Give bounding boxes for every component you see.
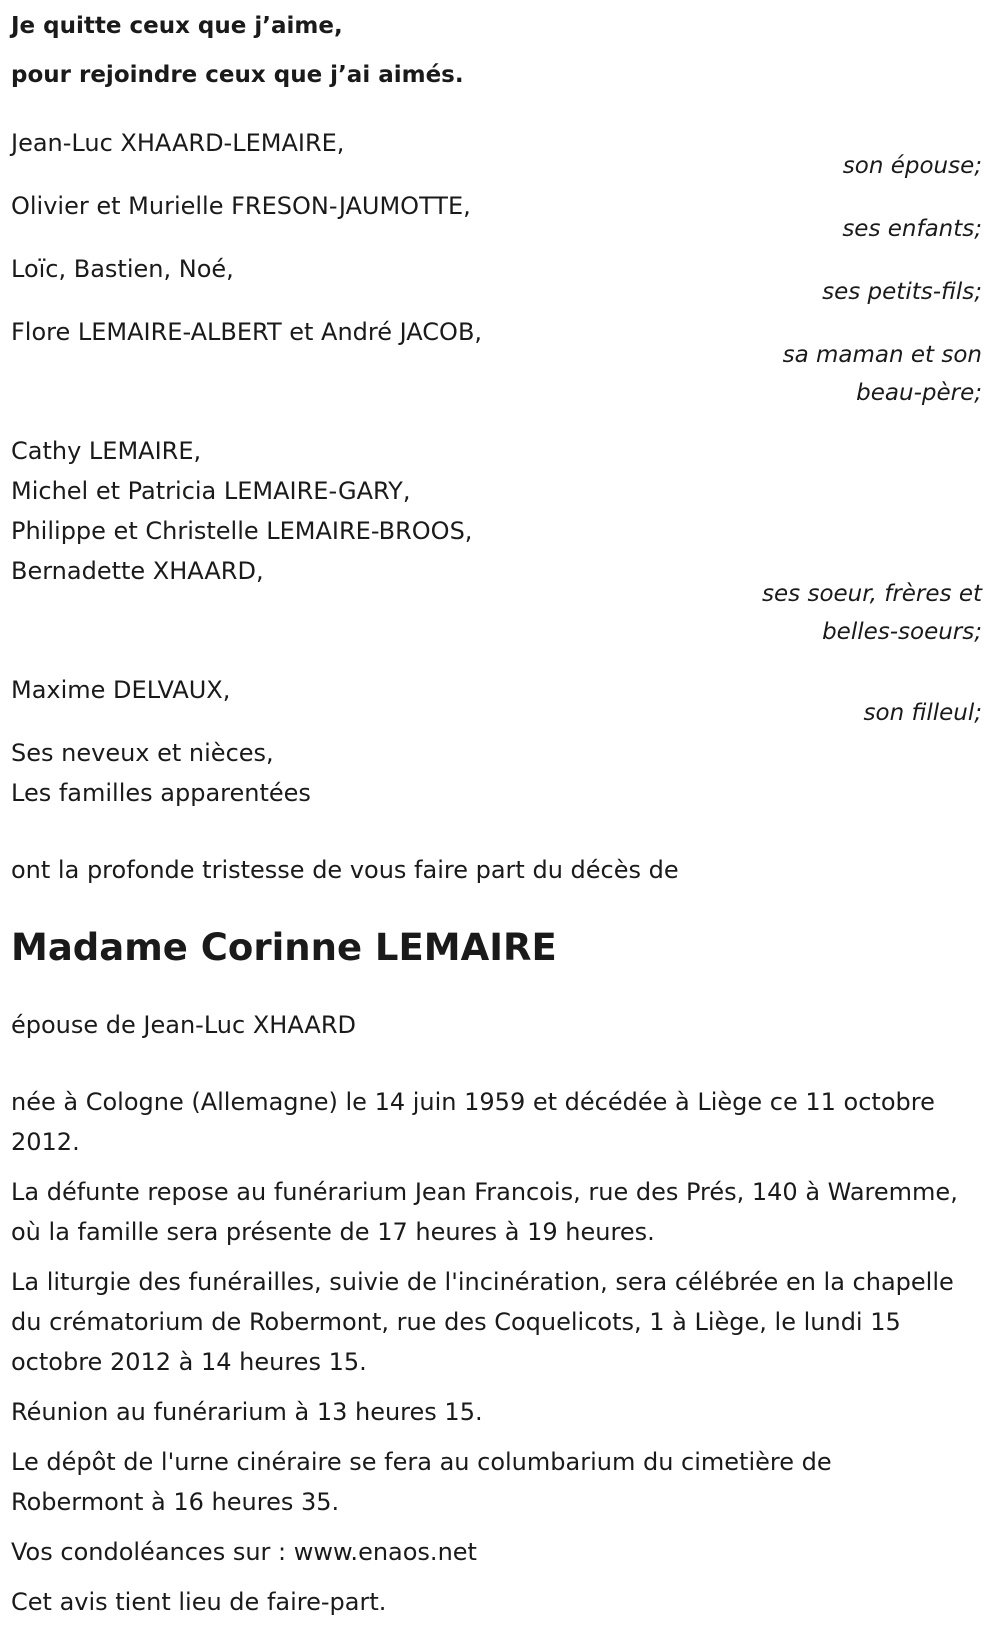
spouse-line: épouse de Jean-Luc XHAARD (11, 1011, 356, 1039)
family-relation: ses soeur, frères et (762, 581, 982, 607)
family-name: Olivier et Murielle FRESON-JAUMOTTE, (11, 192, 471, 220)
family-name: Loïc, Bastien, Noé, (11, 255, 234, 283)
family-relation: sa maman et son (782, 342, 982, 368)
family-name: Jean-Luc XHAARD-LEMAIRE, (11, 129, 345, 157)
family-group (11, 123, 991, 186)
family-name: Les familles apparentées (11, 779, 311, 807)
family-relation: ses petits-fils; (822, 279, 982, 305)
epigraph-line: Je quitte ceux que j’aime, (11, 13, 343, 39)
family-name: Philippe et Christelle LEMAIRE-BROOS, (11, 517, 473, 545)
family-name: Ses neveux et nièces, (11, 739, 274, 767)
family-relation: ses enfants; (842, 216, 982, 242)
family-name: Bernadette XHAARD, (11, 557, 264, 585)
paragraph-notice: Cet avis tient lieu de faire-part. (11, 1588, 387, 1616)
epigraph-line: pour rejoindre ceux que j’ai aimés. (11, 62, 464, 88)
obituary-notice (11, 0, 991, 1622)
family-group (11, 670, 991, 733)
family-relation: son filleul; (863, 700, 982, 726)
family-name: Maxime DELVAUX, (11, 676, 231, 704)
family-relation: beau-père; (856, 380, 982, 406)
family-group (11, 312, 991, 413)
deceased-name: Madame Corinne LEMAIRE (11, 926, 557, 969)
family-group (11, 186, 991, 249)
family-group (11, 431, 991, 652)
family-relation: son épouse; (842, 153, 982, 179)
family-group (11, 733, 991, 813)
paragraph-funerarium: La défunte repose au funérarium Jean Francois, rue des Prés, 140 à Waremme, où la famille sera présente de 17 heures à 19 heures. (11, 1178, 958, 1246)
announcement: ont la profonde tristesse de vous faire part du décès de (11, 856, 679, 884)
paragraph-urn: Le dépôt de l'urne cinéraire se fera au columbarium du cimetière de Robermont à 16 heures 35. (11, 1448, 832, 1516)
paragraph-birth-death: née à Cologne (Allemagne) le 14 juin 1959 et décédée à Liège ce 11 octobre 2012. (11, 1088, 935, 1156)
epigraph (11, 2, 991, 100)
family-name: Cathy LEMAIRE, (11, 437, 202, 465)
paragraph-meeting: Réunion au funérarium à 13 heures 15. (11, 1398, 483, 1426)
family-group (11, 249, 991, 312)
family-name: Michel et Patricia LEMAIRE-GARY, (11, 477, 411, 505)
family-name: Flore LEMAIRE-ALBERT et André JACOB, (11, 318, 483, 346)
family-relation: belles-soeurs; (822, 619, 982, 645)
paragraph-liturgy: La liturgie des funérailles, suivie de l'incinération, sera célébrée en la chapelle du crématorium de Robermont, rue des Coquelicots, 1 à Liège, le lundi 15 octobre 2012 à 14 heures 15. (11, 1268, 954, 1376)
paragraph-condolences: Vos condoléances sur : www.enaos.net (11, 1538, 477, 1566)
